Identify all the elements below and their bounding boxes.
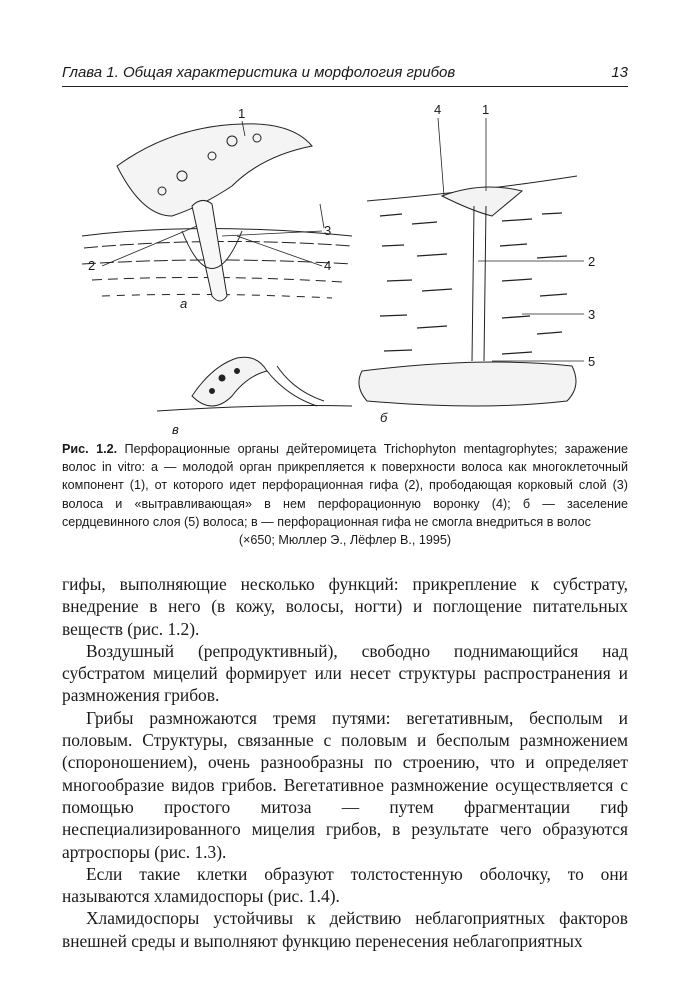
panel-b-drawing — [359, 176, 577, 406]
panel-b-leaders — [438, 118, 584, 361]
body-text — [62, 573, 628, 952]
panel-label-b: б — [380, 410, 388, 425]
paragraph: Грибы размножаются тремя путями: вегетативным, бесполым и половым. Структуры, связанные с половым и бесполым размножением (спороношением), очень разнообразны по строению, что и определяет многообразие видов грибов. Вегетативное размножение осуществляется с помощью простого митоза — путем фрагментации гиф неспециализированного мицелия грибов, в результате чего образуются артроспоры (рис. 1.3). — [62, 707, 628, 862]
paragraph: Воздушный (репродуктивный), свободно поднимающийся над субстратом мицелий формирует или несет структуры распространения и размножения грибов. — [62, 640, 628, 706]
caption-text: Перфорационные органы дейтеромицета Trichophyton mentagrophytes; заражение волос in vitro: а — молодой орган прикрепляется к поверхности волоса как многоклеточный компонент (1), от которого идет перфорационная гифа (2), прободающая корковый слой (3) волоса и «вытравливающая» в нем перфорационную воронку (4); б — заселение сердцевинного слоя (5) волоса; в — перфорационная гифа не смогла внедриться в волос — [62, 442, 629, 529]
caption-source: (×650; Мюллер Э., Лёфлер В., 1995) — [238, 533, 452, 548]
callout-b-3: 3 — [588, 307, 596, 322]
figure-caption — [62, 440, 628, 549]
paragraph: Если такие клетки образуют толстостенную оболочку, то они называются хламидоспоры (рис. 1.4). — [62, 863, 628, 907]
caption-label: Рис. 1.2. — [62, 442, 118, 456]
callout-b-1: 1 — [482, 102, 490, 117]
page-number: 13 — [611, 64, 628, 81]
callout-a-3: 3 — [324, 223, 332, 238]
figure-1-2 — [62, 96, 628, 436]
running-header — [62, 60, 628, 87]
panel-label-v: в — [172, 422, 179, 436]
figure-illustration — [62, 96, 628, 436]
callout-a-1: 1 — [238, 106, 246, 121]
panel-a-drawing — [82, 124, 352, 301]
callout-a-2: 2 — [88, 258, 96, 273]
callout-b-4: 4 — [434, 102, 442, 117]
callout-b-2: 2 — [588, 254, 596, 269]
callout-b-5: 5 — [588, 354, 596, 369]
paragraph: гифы, выполняющие несколько функций: прикрепление к субстрату, внедрение в него (в кожу, волосы, ногти) и поглощение питательных веществ (рис. 1.2). — [62, 574, 628, 639]
panel-v-drawing — [157, 357, 352, 411]
chapter-title: Глава 1. Общая характеристика и морфология грибов — [62, 64, 456, 81]
panel-label-a: а — [180, 296, 188, 311]
callout-a-4: 4 — [324, 258, 332, 273]
paragraph: Хламидоспоры устойчивы к действию неблагоприятных факторов внешней среды и выполняют функцию перенесения неблагоприятных — [62, 908, 628, 951]
